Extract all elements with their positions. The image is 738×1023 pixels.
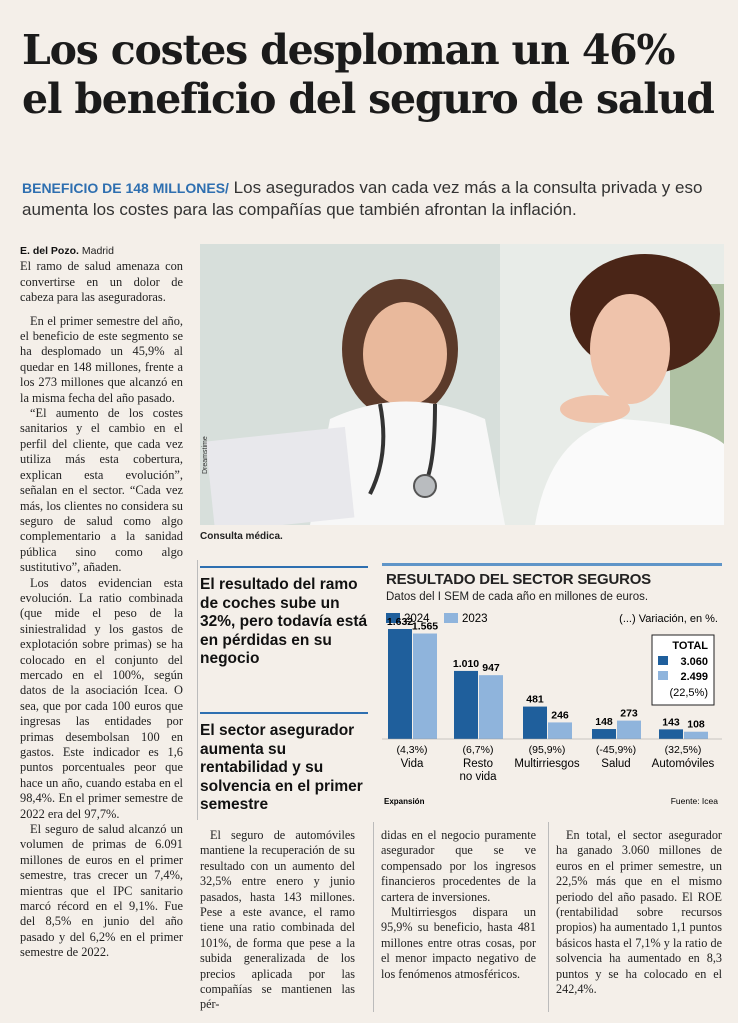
column-rule (548, 822, 549, 1012)
category-label: Resto (462, 758, 494, 770)
doctor-patient-illustration (200, 244, 724, 525)
kicker: BENEFICIO DE 148 MILLONES/ (22, 180, 229, 196)
body-column-2 (200, 828, 355, 1013)
category-label: Automóviles (651, 758, 715, 770)
column-rule (373, 822, 374, 1012)
paragraph: El seguro de automóviles mantiene la recuperación de su resultado con un aumento del 32,5% entre enero y junio pasados, hasta 143 millones. Pese a este avance, el ramo tiene una ratio combinada del 101%, de forma que pese a la subida generalizada de los precios aplicada por las compañías se mantienen las pér- (200, 828, 355, 1012)
bar (523, 707, 547, 739)
total-title: TOTAL (672, 640, 708, 652)
bar (592, 729, 616, 739)
legend-label-2024: 2024 (404, 613, 430, 625)
category-label: Vida (400, 758, 424, 770)
legend-label-2023: 2023 (462, 613, 488, 625)
body-column-1 (20, 244, 183, 961)
data-label: 108 (687, 718, 705, 731)
column-rule (197, 560, 198, 820)
variation-label: (95,9%) (528, 744, 566, 756)
paragraph: Multirriesgos dispara un 95,9% su beneficio, hasta 481 millones entre otras cosas, por el menor impacto negativo de los fenómenos atmosféricos. (381, 905, 536, 981)
bar (659, 729, 683, 739)
bar (388, 629, 412, 739)
total-swatch-2024 (658, 656, 668, 665)
variation-note: (...) Variación, en %. (619, 613, 718, 625)
photo-caption: Consulta médica. (200, 531, 283, 542)
chart-source: Fuente: Icea (670, 796, 718, 806)
pull-quote: El resultado del ramo de coches sube un 32%, pero todavía está en pérdidas en su negocio (200, 566, 368, 669)
chart-brand: Expansión (384, 797, 425, 806)
paragraph: En el primer semestre del año, el beneficio de este segmento se ha desplomado un 45,9% al quedar en 148 millones, frente a los 273 millones que alcanzó en la misma fecha del año pasado. (20, 313, 183, 405)
data-label: 143 (662, 716, 680, 729)
variation-label: (4,3%) (396, 744, 428, 756)
headline: Los costes desploman un 46% el beneficio del seguro de salud (22, 26, 714, 123)
paragraph: El seguro de salud alcanzó un volumen de primas de 6.091 millones de euros en el primer semestre, tras crecer un 7,4%, mientras que el IPC sanitario marcó récord en el 9,1%. Fue del 8,5% en junio del año pasado y del 6,2% en el primer semestre de 2022. (20, 822, 183, 960)
chart-title: RESULTADO DEL SECTOR SEGUROS (386, 571, 651, 588)
bar-chart (382, 607, 722, 807)
variation-label: (32,5%) (664, 744, 702, 756)
bar (617, 721, 641, 739)
data-label: 481 (526, 693, 544, 706)
total-variation: (22,5%) (669, 687, 708, 699)
paragraph: El ramo de salud amenaza con convertirse en un dolor de cabeza para las aseguradoras. (20, 259, 183, 305)
subhead-text: Los asegurados van cada vez más a la consulta privada y eso aumenta los costes para las compañías que también afrontan la inflación. (22, 178, 703, 219)
chart-panel (382, 563, 722, 808)
paragraph: didas en el negocio puramente asegurador que se ve compensado por los ingresos financieros procedentes de la cartera de inversiones. (381, 828, 536, 904)
category-label: Salud (601, 758, 631, 770)
data-label: 1.010 (452, 657, 480, 670)
data-label: 1.565 (411, 620, 439, 633)
total-swatch-2023 (658, 671, 668, 680)
bar (548, 722, 572, 739)
article-photo (200, 244, 724, 525)
total-2023: 2.499 (680, 671, 708, 683)
total-2024: 3.060 (680, 656, 708, 668)
data-label: 246 (551, 709, 569, 722)
chart-subtitle: Datos del I SEM de cada año en millones de euros. (386, 591, 649, 603)
photo-credit: Dreamstime (202, 436, 209, 474)
variation-label: (6,7%) (462, 744, 494, 756)
paragraph: Los datos evidencian esta evolución. La ratio combinada (que mide el peso de la siniestralidad y los gastos de explotación sobre primas) se ha colocado en el conjunto del mercado en el 100%, según datos de la asociación Icea. O sea, que por cada 100 euros que ingresas las entidades por primas desembolsan 100 en gastos. Este indicador es 1,6 puntos porcentuales peor que hace un año, cuando estaba en el 98,4%. En el primer semestre de 2022 era del 97,7%. (20, 575, 183, 821)
legend-swatch-2023 (444, 613, 458, 623)
paragraph: En total, el sector asegurador ha ganado 3.060 millones de euros en el primer semestre, un 22,5% más que en el mismo periodo del año pasado. El ROE (rentabilidad sobre recursos propios) ha aumentado 1,1 puntos básicos hasta el 7,1% y la ratio de solvencia ha aumentado en 8,3 puntos y se ha colocado en el 242,4%. (556, 828, 722, 997)
byline (20, 244, 183, 259)
byline-author: E. del Pozo. (20, 245, 79, 257)
variation-label: (-45,9%) (595, 744, 637, 756)
bar (413, 634, 437, 739)
chart-top-rule (382, 563, 722, 566)
bar (479, 675, 503, 739)
body-column-3 (381, 828, 536, 982)
data-label: 273 (620, 707, 638, 720)
body-column-4 (556, 828, 722, 997)
pull-quote: El sector asegurador aumenta su rentabilidad y su solvencia en el primer semestre (200, 712, 368, 815)
data-label: 148 (595, 716, 613, 729)
data-label: 947 (482, 662, 500, 675)
bar (684, 732, 708, 739)
paragraph: “El aumento de los costes sanitarios y el cambio en el perfil del cliente, que cada vez utiliza más esta cobertura, explican esta evolución”, señalan en el sector. “Cada vez más, los clientes no considera su seguro de salud como algo complementario a la sanidad pública sino como algo sustitutivo”, añaden. (20, 406, 183, 575)
category-label: no vida (459, 771, 497, 783)
data-label: 1.632 (386, 616, 414, 628)
subhead-block (22, 177, 722, 221)
byline-place: Madrid (81, 245, 114, 257)
category-label: Multirriesgos (514, 758, 580, 770)
bar (454, 671, 478, 739)
